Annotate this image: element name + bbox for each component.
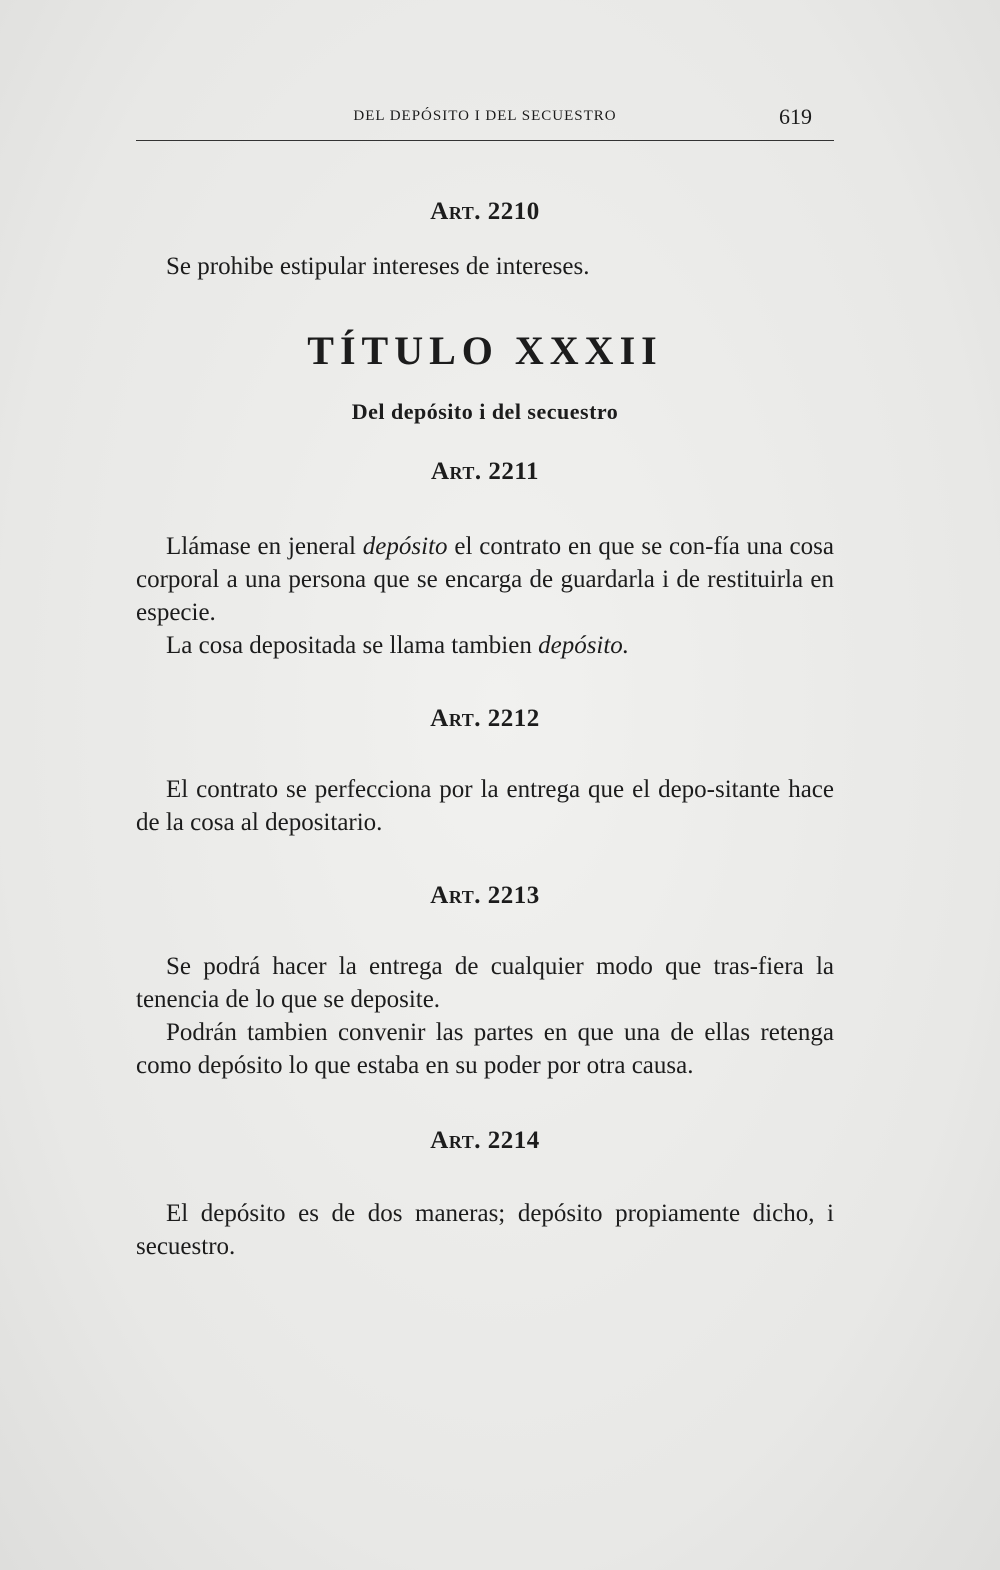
- article-paragraph-2: [136, 629, 834, 662]
- article-text: El contrato se perfecciona por la entrega que el depo-sitante hace de la cosa al depositario.: [136, 776, 834, 836]
- page-number: 619: [779, 104, 812, 129]
- article-heading: Art. 2214: [430, 1127, 540, 1154]
- text-span: La cosa depositada se llama tambien: [166, 632, 539, 659]
- article-paragraph-2: Podrán tambien convenir las partes en que una de ellas retenga como depósito lo que estaba en su poder por otra causa.: [136, 1019, 834, 1079]
- article-2210: [136, 195, 834, 283]
- article-2213: [136, 879, 834, 1082]
- page-content: [136, 195, 834, 1263]
- article-text: El depósito es de dos maneras; depósito propiamente dicho, i secuestro.: [136, 1200, 834, 1260]
- article-heading: Art. 2210: [430, 198, 540, 225]
- header-rule: [136, 140, 834, 141]
- running-title: DEL DEPÓSITO I DEL SECUESTRO: [353, 108, 617, 124]
- article-text: Se prohibe estipular intereses de intereses.: [166, 253, 590, 280]
- italic-term: depósito: [362, 533, 448, 560]
- title-block: [136, 329, 834, 428]
- text-span: el contrato en que se con-fía una cosa corporal a una persona que se encarga de guardarla i de restituirla en especie.: [136, 533, 834, 626]
- article-paragraph-1: Se podrá hacer la entrega de cualquier modo que tras-fiera la tenencia de lo que se deposite.: [136, 953, 834, 1013]
- italic-term: depósito.: [538, 632, 630, 659]
- text-span: Llámase en jeneral: [166, 533, 363, 560]
- article-paragraph-1: [136, 530, 834, 629]
- article-2214: [136, 1124, 834, 1263]
- title-subheading: Del depósito i del secuestro: [351, 399, 619, 424]
- article-2211: [136, 455, 834, 662]
- article-heading: Art. 2213: [430, 882, 540, 909]
- running-header: [136, 104, 834, 136]
- article-heading: Art. 2212: [430, 705, 540, 732]
- article-2212: [136, 702, 834, 839]
- article-heading: Art. 2211: [430, 458, 540, 485]
- title-heading: TÍTULO XXXII: [307, 328, 663, 373]
